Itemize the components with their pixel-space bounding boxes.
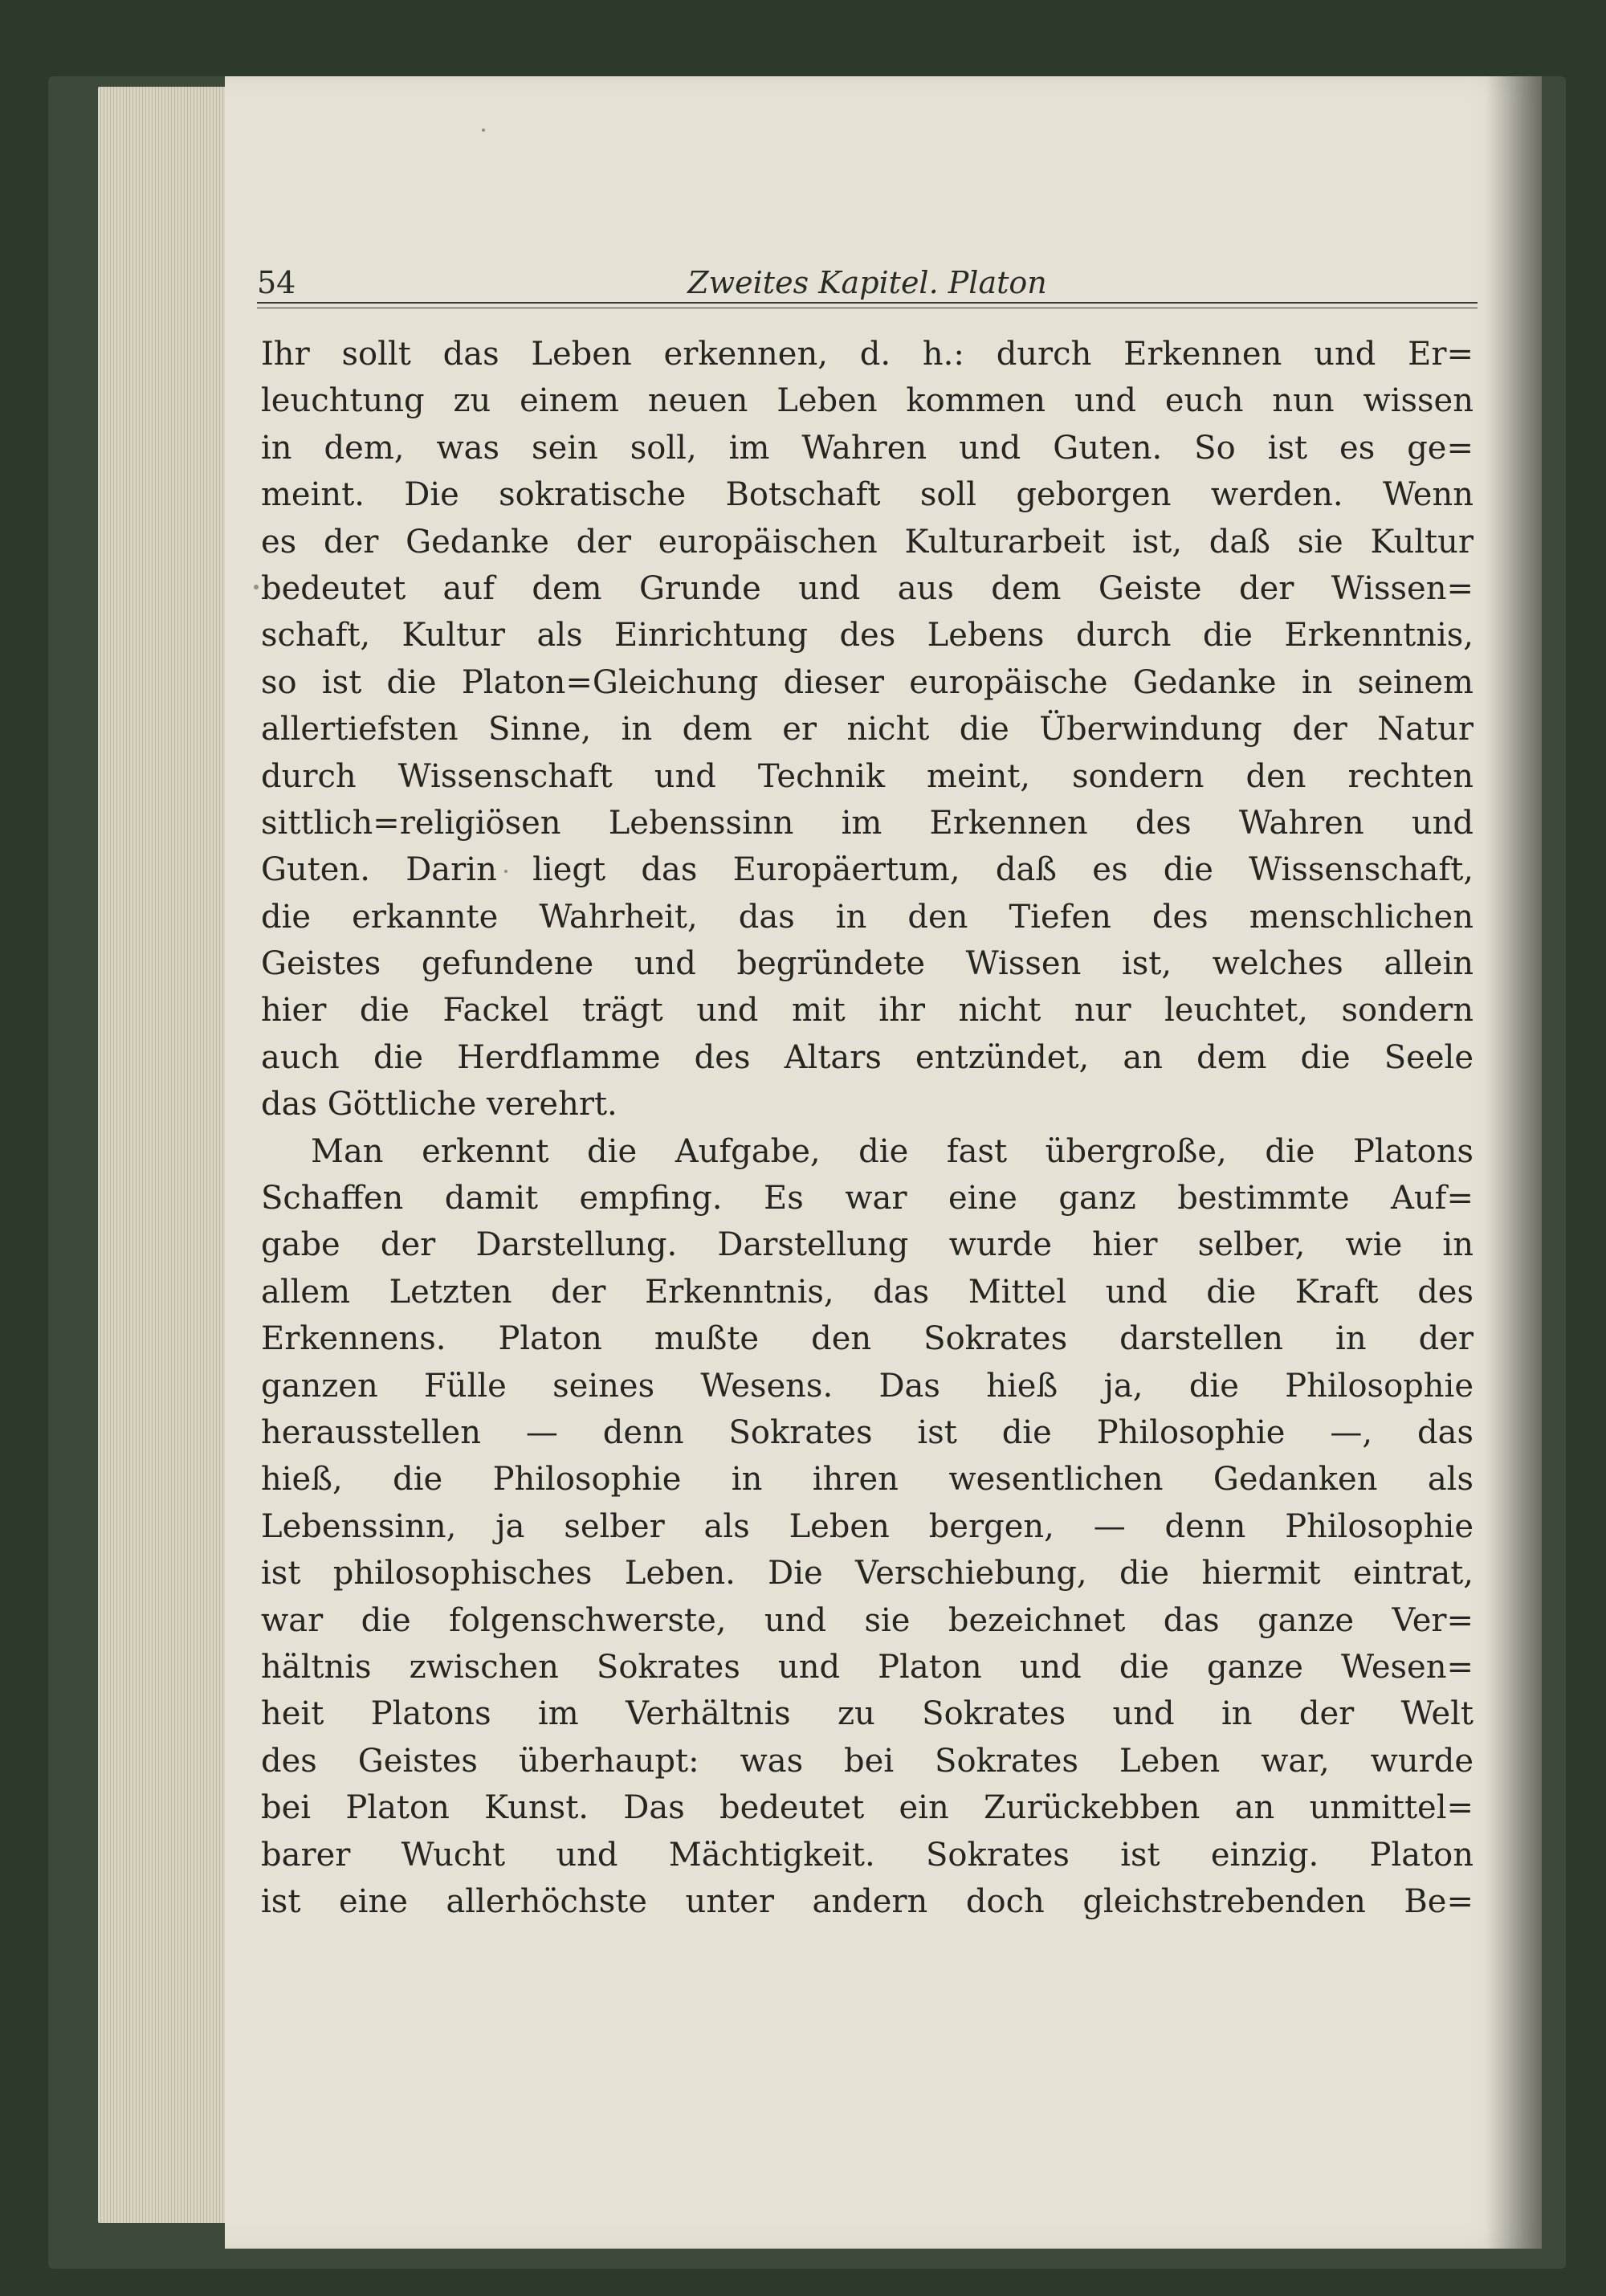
- running-title: Zweites Kapitel. Platon: [687, 265, 1047, 300]
- text-line: Ihr sollt das Leben erkennen, d. h.: durch Erkennen und Er=: [261, 336, 1474, 373]
- text-line: leuchtung zu einem neuen Leben kommen und euch nun wissen: [261, 382, 1474, 420]
- text-line: bedeutet auf dem Grunde und aus dem Geiste der Wissen=: [261, 569, 1474, 607]
- paper-speck: [254, 585, 259, 589]
- text-line: Guten. Darin liegt das Europäertum, daß es die Wissenschaft,: [261, 851, 1474, 889]
- text-line: meint. Die sokratische Botschaft soll geborgen werden. Wenn: [261, 476, 1474, 514]
- page-number: 54: [257, 265, 296, 300]
- text-line: Geistes gefundene und begründete Wissen ist, welches allein: [261, 945, 1474, 983]
- header-rule: [257, 302, 1478, 304]
- text-line: des Geistes überhaupt: was bei Sokrates Leben war, wurde: [261, 1742, 1474, 1780]
- text-line: sittlich=religiösen Lebenssinn im Erkennen des Wahren und: [261, 804, 1474, 842]
- text-line: schaft, Kultur als Einrichtung des Lebens durch die Erkenntnis,: [261, 617, 1474, 655]
- text-line: das Göttliche verehrt.: [261, 1086, 618, 1124]
- text-line: heit Platons im Verhältnis zu Sokrates und in der Welt: [261, 1695, 1474, 1733]
- spine-shadow: [1486, 76, 1542, 2249]
- text-line: ist philosophisches Leben. Die Verschiebung, die hiermit eintrat,: [261, 1555, 1474, 1593]
- body-text: [261, 331, 1474, 1925]
- text-line: hieß, die Philosophie in ihren wesentlichen Gedanken als: [261, 1461, 1474, 1499]
- text-line: gabe der Darstellung. Darstellung wurde hier selber, wie in: [261, 1226, 1474, 1264]
- text-line: allertiefsten Sinne, in dem er nicht die Überwindung der Natur: [261, 711, 1474, 748]
- text-line: Erkennens. Platon mußte den Sokrates darstellen in der: [261, 1320, 1474, 1358]
- text-line: auch die Herdflamme des Altars entzündet, an dem die Seele: [261, 1038, 1474, 1076]
- text-line: ganzen Fülle seines Wesens. Das hieß ja, die Philosophie: [261, 1367, 1474, 1405]
- text-line: herausstellen — denn Sokrates ist die Philosophie —, das: [261, 1413, 1474, 1451]
- text-line: durch Wissenschaft und Technik meint, sondern den rechten: [261, 757, 1474, 795]
- text-line: allem Letzten der Erkenntnis, das Mittel und die Kraft des: [261, 1273, 1474, 1311]
- text-line: es der Gedanke der europäischen Kulturarbeit ist, daß sie Kultur: [261, 523, 1474, 561]
- text-line: so ist die Platon=Gleichung dieser europäische Gedanke in seinem: [261, 663, 1474, 701]
- text-line: war die folgenschwerste, und sie bezeichnet das ganze Ver=: [261, 1601, 1474, 1639]
- text-line: in dem, was sein soll, im Wahren und Guten. So ist es ge=: [261, 429, 1474, 467]
- text-line: ist eine allerhöchste unter andern doch gleichstrebenden Be=: [261, 1882, 1474, 1920]
- text-line: hier die Fackel trägt und mit ihr nicht nur leuchtet, sondern: [261, 992, 1474, 1030]
- page-header: [257, 265, 1478, 305]
- text-line: Lebenssinn, ja selber als Leben bergen, — denn Philosophie: [261, 1507, 1474, 1545]
- text-line: bei Platon Kunst. Das bedeutet ein Zurückebben an unmittel=: [261, 1789, 1474, 1827]
- page-edges: [98, 87, 234, 2223]
- text-line: barer Wucht und Mächtigkeit. Sokrates ist einzig. Platon: [261, 1836, 1474, 1874]
- text-line: Man erkennt die Aufgabe, die fast übergroße, die Platons: [311, 1132, 1474, 1170]
- text-line: hältnis zwischen Sokrates und Platon und die ganze Wesen=: [261, 1648, 1474, 1686]
- text-line: Schaffen damit empfing. Es war eine ganz bestimmte Auf=: [261, 1180, 1474, 1217]
- text-line: die erkannte Wahrheit, das in den Tiefen des menschlichen: [261, 898, 1474, 936]
- paper-speck: [482, 128, 485, 132]
